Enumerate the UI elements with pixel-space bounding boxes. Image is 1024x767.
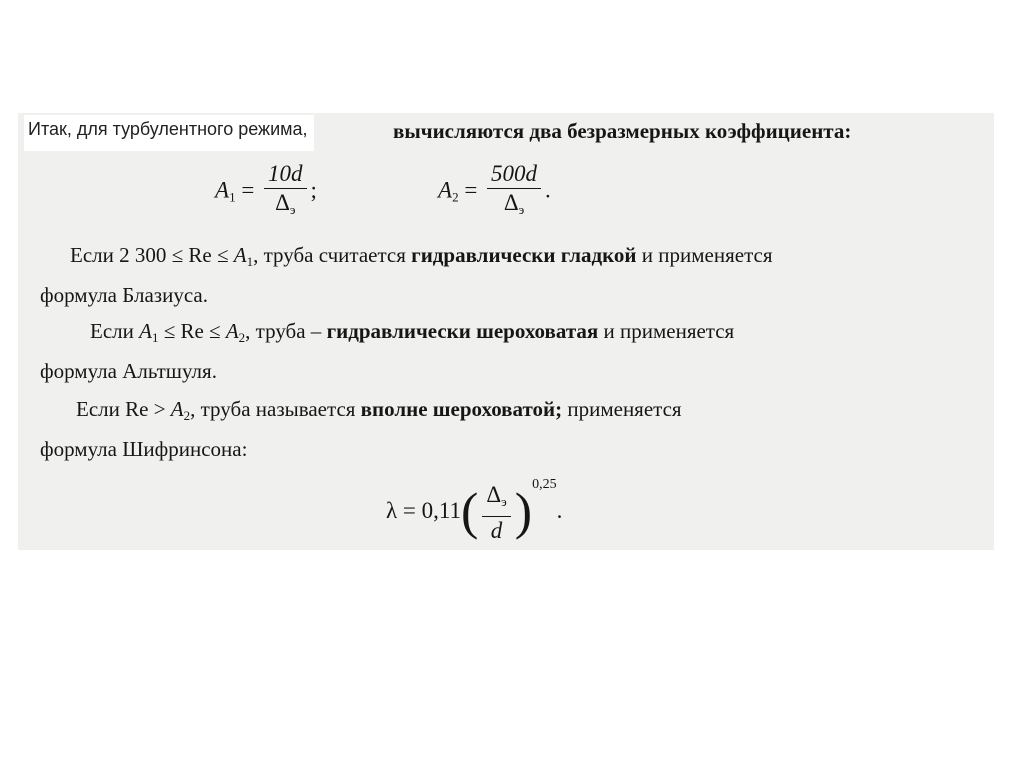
paragraph-3-line-2: формула Шифринсона:: [40, 437, 248, 461]
intro-text-part1: Итак, для турбулентного режима,: [24, 115, 314, 151]
fraction-a2: $\frac{500d}{\Delta_э}$: [487, 161, 541, 223]
intro-text-part2: вычисляются два безразмерных коэффициента:: [393, 119, 852, 143]
paragraph-1-line-2: формула Блазиуса.: [40, 283, 208, 307]
fraction-lambda: $\frac{\Delta_э}{d}$: [482, 482, 510, 544]
paragraph-2-line-1: Если $A_1 \le Re \le A_2$, труба – гидравлически шероховатая и применяется: [90, 319, 735, 345]
formula-lambda: λ = 0,11( $\frac{\Delta_э}{d}$ )$^{0,25}$.: [386, 477, 563, 543]
intro-line: [18, 113, 994, 151]
paragraph-2-line-2: формула Альтшуля.: [40, 359, 217, 383]
formula-a2: $A_2$ = $\frac{500d}{\Delta_э}$ .: [438, 161, 551, 223]
formula-a1: $A_1$ = $\frac{10d}{\Delta_э}$ ;: [215, 161, 317, 223]
fraction-a1: $\frac{10d}{\Delta_э}$: [264, 161, 307, 223]
scanned-text-page: [18, 113, 994, 550]
paragraph-3-line-1: Если $Re > A_2$, труба называется вполне шероховатой; применяется: [76, 397, 682, 423]
paragraph-1-line-1: Если 2 $300 \le Re \le A_1$, труба считается гидравлически гладкой и применяется: [70, 243, 773, 269]
